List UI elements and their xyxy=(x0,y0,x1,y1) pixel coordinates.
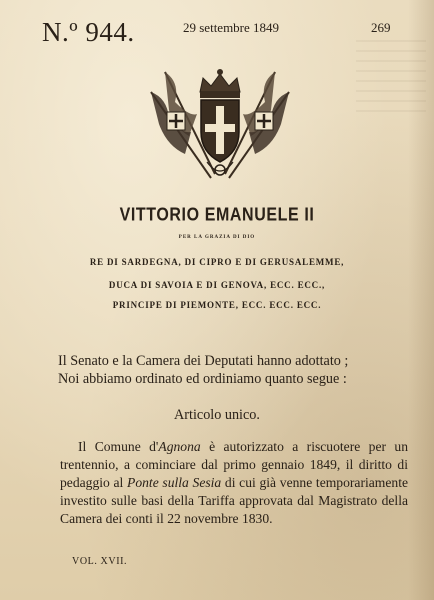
decree-date: 29 settembre 1849 xyxy=(183,20,280,35)
page-number: 269 xyxy=(371,20,391,35)
article-heading: Articolo unico. xyxy=(174,407,260,423)
article-text xyxy=(60,438,408,528)
royal-title-line-3: PRINCIPE DI PIEMONTE, ECC. ECC. ECC. xyxy=(112,300,322,310)
by-grace-of-god: PER LA GRAZIA DI DIO xyxy=(178,235,256,240)
municipality-name: Agnona xyxy=(158,439,201,454)
preamble-line-2: Noi abbiamo ordinato ed ordiniamo quanto segue : xyxy=(58,371,347,387)
article-text-part: Il Comune d' xyxy=(78,439,159,454)
volume-mark: VOL. XVII. xyxy=(72,556,128,567)
ink-bleed-through xyxy=(356,40,426,120)
article-text-part: è autorizzato a riscuotere per un trentennio, a cominciare dal primo gennaio 1849, il diritto di pedaggio al xyxy=(60,439,408,490)
savoy-crest-with-flags-icon xyxy=(145,62,295,192)
king-name: VITTORIO EMANUELE II xyxy=(119,205,315,226)
decree-number: N.º 944. xyxy=(42,17,135,47)
article-text-part: di cui già venne temporariamente investito sulle basi della Tariffa approvata dal Magistrato della Camera dei conti il 22 novembre 1830. xyxy=(60,475,409,526)
royal-title-line-2: DUCA DI SAVOIA E DI GENOVA, ECC. ECC., xyxy=(108,280,326,290)
preamble-line-1: Il Senato e la Camera dei Deputati hanno adottato ; xyxy=(58,353,349,369)
royal-title-line-1: RE DI SARDEGNA, DI CIPRO E DI GERUSALEMME, xyxy=(89,257,345,267)
bridge-name: Ponte sulla Sesia xyxy=(127,475,222,490)
